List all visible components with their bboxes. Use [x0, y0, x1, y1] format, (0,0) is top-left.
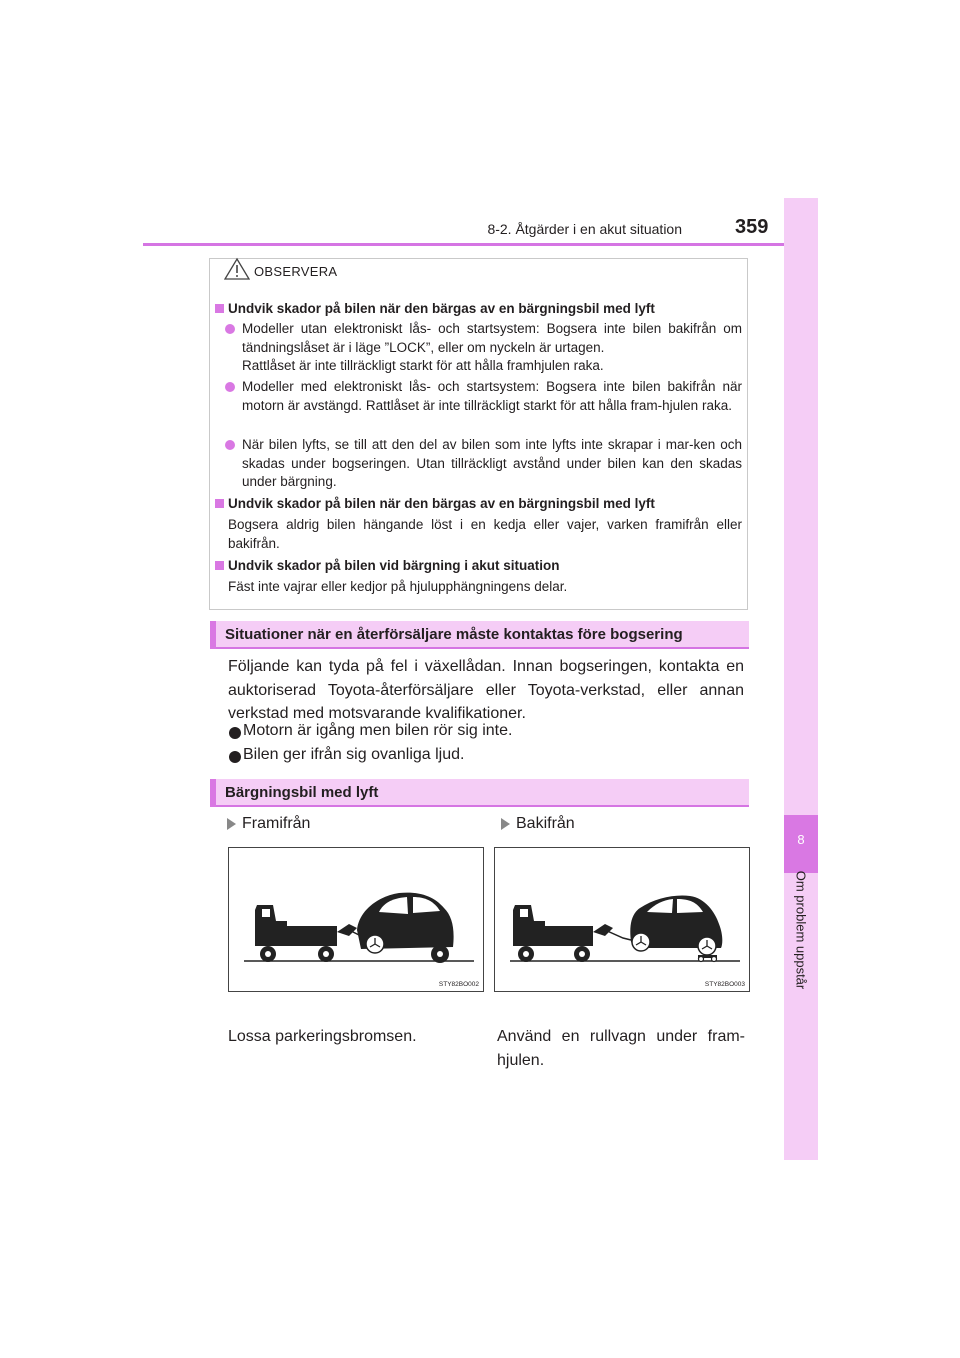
dealer-intro: Följande kan tyda på fel i växellådan. Innan bogseringen, kontakta en auktoriserad Toyota-återförsäljare eller Toyota-verkstad, eller annan verkstad med motsvarande kvalifikationer.	[228, 658, 744, 722]
warning-triangle-icon	[224, 257, 250, 281]
header-divider	[143, 243, 818, 246]
chapter-side-strip	[784, 198, 818, 1160]
tow-truck-front-illustration	[229, 848, 483, 991]
warning-heading-3: Undvik skador på bilen vid bärgning i akut situation	[215, 558, 560, 573]
dealer-bullet-1: Motorn är igång men bilen rör sig inte.	[243, 722, 513, 739]
figure-label-front: Framifrån	[242, 815, 311, 832]
warning-heading-2: Undvik skador på bilen när den bärgas av en bärgningsbil med lyft	[215, 496, 655, 511]
warning-bullet-1: Modeller utan elektroniskt lås- och startsystem: Bogsera inte bilen bakifrån om tändningslåset är i läge ”LOCK”, eller om nyckeln är urtagen. Rattlåset är inte tillräckligt starkt för att hålla framhjulen raka.	[242, 321, 742, 373]
tow-truck-rear-illustration	[495, 848, 749, 991]
triangle-bullet-icon	[501, 818, 510, 830]
warning-heading-1: Undvik skador på bilen när den bärgas av en bärgningsbil med lyft	[215, 301, 655, 316]
page-number: 359	[735, 216, 769, 238]
bullet-dot	[225, 440, 235, 450]
figure-caption-rear: Använd en rullvagn under fram-hjulen.	[497, 1028, 745, 1069]
bullet-dot	[225, 382, 235, 392]
bullet-dot	[225, 324, 235, 334]
figure-caption-front: Lossa parkeringsbromsen.	[228, 1028, 417, 1045]
warning-bullet-3: När bilen lyfts, se till att den del av bilen som inte lyfts inte skrapar i mar-ken och skadas under bogseringen. Utan tillräckligt avstånd under bilen kan den skadas under bärgning.	[242, 437, 742, 489]
warning-bullet-2: Modeller med elektroniskt lås- och startsystem: Bogsera inte bilen bakifrån när motorn är avstängd. Rattlåset är inte tillräckligt starkt för att hålla fram-hjulen raka.	[242, 379, 742, 413]
warning-text-3: Fäst inte vajrar eller kedjor på hjulupphängningens delar.	[228, 579, 568, 594]
bullet-dot	[229, 727, 241, 739]
section-banner-dealer	[210, 621, 749, 649]
figure-code-rear: STY82BO003	[704, 981, 745, 988]
header-section-title: 8-2. Åtgärder i en akut situation	[487, 221, 682, 237]
section-title-dealer: Situationer när en återförsäljare måste kontaktas före bogsering	[225, 626, 683, 643]
warning-title: OBSERVERA	[254, 264, 338, 279]
figure-code-front: STY82BO002	[438, 981, 479, 988]
figure-tow-front	[228, 847, 484, 992]
chapter-label	[780, 860, 822, 1000]
figure-tow-rear	[494, 847, 750, 992]
triangle-bullet-icon	[227, 818, 236, 830]
dealer-bullet-2: Bilen ger ifrån sig ovanliga ljud.	[243, 746, 465, 763]
section-banner-tow	[210, 779, 749, 807]
bullet-dot	[229, 751, 241, 763]
warning-text-2: Bogsera aldrig bilen hängande löst i en kedja eller vajer, varken framifrån eller bakifrån.	[228, 517, 742, 551]
chapter-label-text: Om problem uppstår	[793, 870, 809, 990]
figure-label-rear: Bakifrån	[516, 815, 575, 832]
chapter-number: 8	[797, 832, 805, 847]
section-title-tow: Bärgningsbil med lyft	[225, 784, 379, 801]
